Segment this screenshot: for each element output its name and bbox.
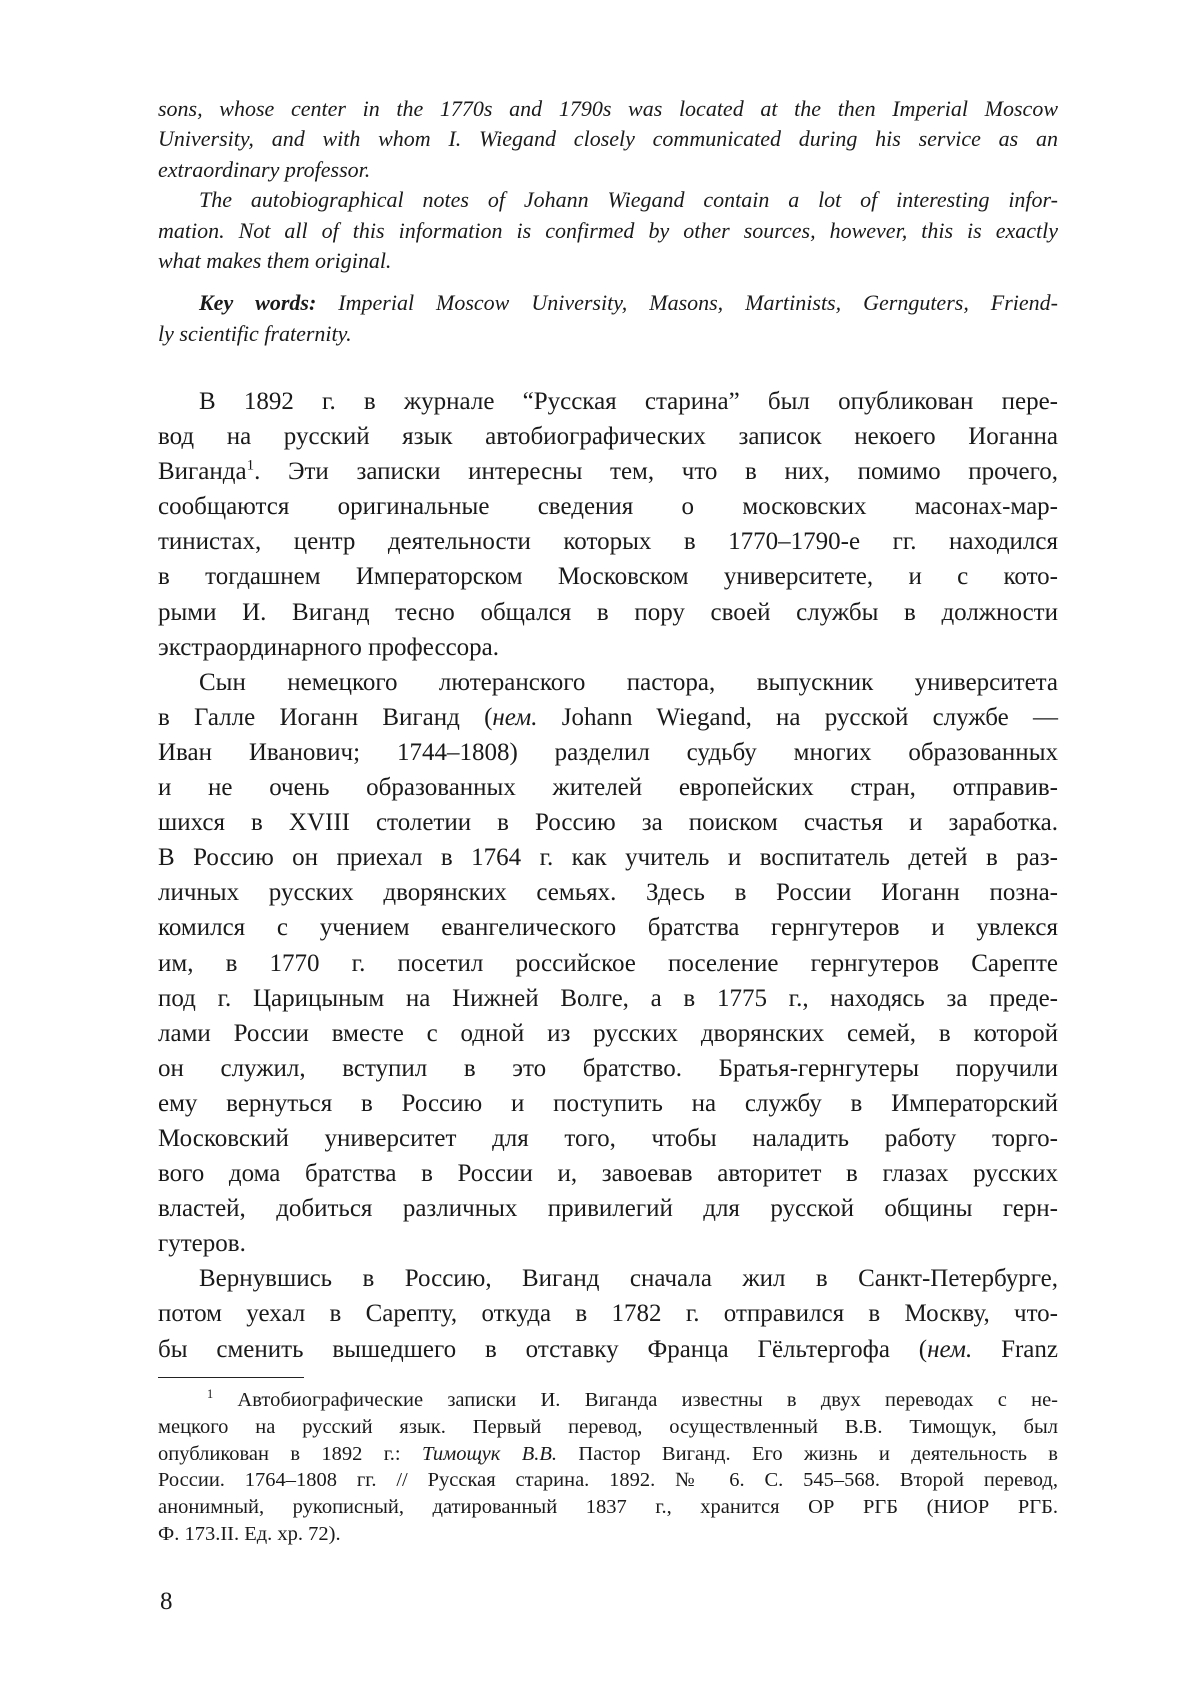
text-run: лами России вместе с одной из русских дворянских семей, в которой <box>158 1020 1058 1047</box>
text-run: и не очень образованных жителей европейских стран, отправив- <box>158 774 1058 801</box>
abstract-line <box>158 216 1058 246</box>
keywords <box>158 288 1058 349</box>
text-run: sons, whose center in the 1770s and 1790s was located at the then Imperial Moscow <box>158 96 1058 121</box>
footnote-marker: 1 <box>207 1387 213 1401</box>
text-line <box>158 981 1058 1016</box>
text-line <box>158 1226 1058 1261</box>
text-line <box>158 454 1058 489</box>
footnote-line <box>158 1387 1058 1414</box>
text-line <box>158 419 1058 454</box>
abstract-line <box>158 185 1058 215</box>
text-line <box>158 875 1058 910</box>
text-run: рыми И. Виганд тесно общался в пору своей службы в должности <box>158 599 1058 626</box>
text-run: тинистах, центр деятельности которых в 1770–1790-е гг. находился <box>158 528 1058 555</box>
text-run: University, and with whom I. Wiegand closely communicated during his service as an <box>158 126 1058 151</box>
text-line <box>158 910 1058 945</box>
text-run: потом уехал в Сарепту, откуда в 1782 г. отправился в Москву, что- <box>158 1300 1058 1327</box>
text-run: Пастор Виганд. Его жизнь и деятельность в <box>557 1443 1058 1465</box>
abstract-line <box>158 155 1058 185</box>
text-run: The autobiographical notes of Johann Wiegand contain a lot of interesting infor- <box>199 187 1058 212</box>
text-run: . Эти записки интересны тем, что в них, помимо прочего, <box>254 458 1058 485</box>
footnote-line <box>158 1494 1058 1521</box>
text-run: Imperial Moscow University, Masons, Martinists, Gernguters, Friend- <box>316 290 1058 315</box>
main-text <box>158 384 1058 1367</box>
text-run: Виганда <box>158 458 247 485</box>
abstract <box>158 94 1058 349</box>
text-run: он служил, вступил в это братство. Братья-гернгутеры поручили <box>158 1055 1058 1082</box>
text-line <box>158 1261 1058 1296</box>
text-run: властей, добиться различных привилегий для русской общины герн- <box>158 1195 1058 1222</box>
text-run: вод на русский язык автобиографических записок некоего Иоганна <box>158 423 1058 450</box>
footnote-line <box>158 1467 1058 1494</box>
text-run: Ф. 173.II. Ед. хр. 72). <box>158 1523 341 1545</box>
footnote-line <box>158 1441 1058 1468</box>
text-run: шихся в XVIII столетии в Россию за поиском счастья и заработка. <box>158 809 1058 836</box>
text-line <box>158 559 1058 594</box>
text-line <box>158 489 1058 524</box>
text-run: гутеров. <box>158 1230 246 1257</box>
text-line <box>158 770 1058 805</box>
text-run: комился с учением евангелического братства гернгутеров и увлекся <box>158 914 1058 941</box>
text-line <box>158 805 1058 840</box>
text-run: mation. Not all of this information is confirmed by other sources, however, this is exactly <box>158 218 1058 243</box>
keywords-line <box>158 319 1058 349</box>
abstract-line <box>158 124 1058 154</box>
text-line <box>158 840 1058 875</box>
text-line <box>158 595 1058 630</box>
text-run: нем. <box>492 704 537 731</box>
text-run: экстраординарного профессора. <box>158 634 499 661</box>
text-run: под г. Царицыным на Нижней Волге, а в 1775 г., находясь за преде- <box>158 985 1058 1012</box>
text-line <box>158 1191 1058 1226</box>
text-run: им, в 1770 г. посетил российское поселение гернгутеров Сарепте <box>158 950 1058 977</box>
text-run: extraordinary professor. <box>158 157 370 182</box>
text-line <box>158 946 1058 981</box>
text-run: личных русских дворянских семьях. Здесь в России Иоганн позна- <box>158 879 1058 906</box>
footnote <box>158 1387 1058 1548</box>
text-run: В 1892 г. в журнале “Русская старина” был опубликован пере- <box>199 388 1058 415</box>
text-run: Johann Wiegand, на русской службе — <box>538 704 1059 731</box>
footnote-line <box>158 1414 1058 1441</box>
text-line <box>158 735 1058 770</box>
text-run: Автобиографические записки И. Виганда известны в двух переводах с не- <box>213 1389 1058 1411</box>
text-run: ly scientific fraternity. <box>158 321 352 346</box>
text-line <box>158 1051 1058 1086</box>
footnote-marker[interactable]: 1 <box>247 457 255 473</box>
text-run: Franz <box>972 1336 1058 1363</box>
text-run: Иван Иванович; 1744–1808) разделил судьбу многих образованных <box>158 739 1058 766</box>
text-run: what makes them original. <box>158 248 391 273</box>
text-line <box>158 1086 1058 1121</box>
text-line <box>158 1156 1058 1191</box>
footnote-line <box>158 1521 1058 1548</box>
text-line <box>158 524 1058 559</box>
text-line <box>158 630 1058 665</box>
text-run: В Россию он приехал в 1764 г. как учитель и воспитатель детей в раз- <box>158 844 1058 871</box>
abstract-line <box>158 246 1058 276</box>
text-run: в тогдашнем Императорском Московском университете, и с кото- <box>158 563 1058 590</box>
text-line <box>158 1121 1058 1156</box>
keywords-label: Key words: <box>199 290 316 315</box>
keywords-line <box>158 288 1058 318</box>
text-run: мецкого на русский язык. Первый перевод, осуществленный В.В. Тимощук, был <box>158 1416 1058 1438</box>
footnote-divider <box>158 1377 304 1378</box>
text-run: бы сменить вышедшего в отставку Франца Гёльтергофа ( <box>158 1336 927 1363</box>
text-line <box>158 384 1058 419</box>
page-number: 8 <box>160 1588 173 1616</box>
text-line <box>158 665 1058 700</box>
text-run: Тимощук В.В. <box>422 1443 557 1465</box>
text-run: вого дома братства в России и, завоевав авторитет в глазах русских <box>158 1160 1058 1187</box>
text-run: нем. <box>927 1336 972 1363</box>
text-run: ему вернуться в Россию и поступить на службу в Императорский <box>158 1090 1058 1117</box>
text-run: анонимный, рукописный, датированный 1837 г., хранится ОР РГБ (НИОР РГБ. <box>158 1496 1058 1518</box>
text-run: опубликован в 1892 г.: <box>158 1443 422 1465</box>
text-line <box>158 700 1058 735</box>
text-run: Вернувшись в Россию, Виганд сначала жил в Санкт-Петербурге, <box>199 1265 1058 1292</box>
text-line <box>158 1332 1058 1367</box>
text-run: Сын немецкого лютеранского пастора, выпускник университета <box>199 669 1058 696</box>
text-run: сообщаются оригинальные сведения о московских масонах-мар- <box>158 493 1058 520</box>
text-run: Московский университет для того, чтобы наладить работу торго- <box>158 1125 1058 1152</box>
abstract-line <box>158 94 1058 124</box>
text-run: в Галле Иоганн Виганд ( <box>158 704 492 731</box>
abstract-text <box>158 94 1058 276</box>
text-run: России. 1764–1808 гг. // Русская старина. 1892. № 6. С. 545–568. Второй перевод, <box>158 1469 1058 1491</box>
text-line <box>158 1016 1058 1051</box>
text-line <box>158 1296 1058 1331</box>
